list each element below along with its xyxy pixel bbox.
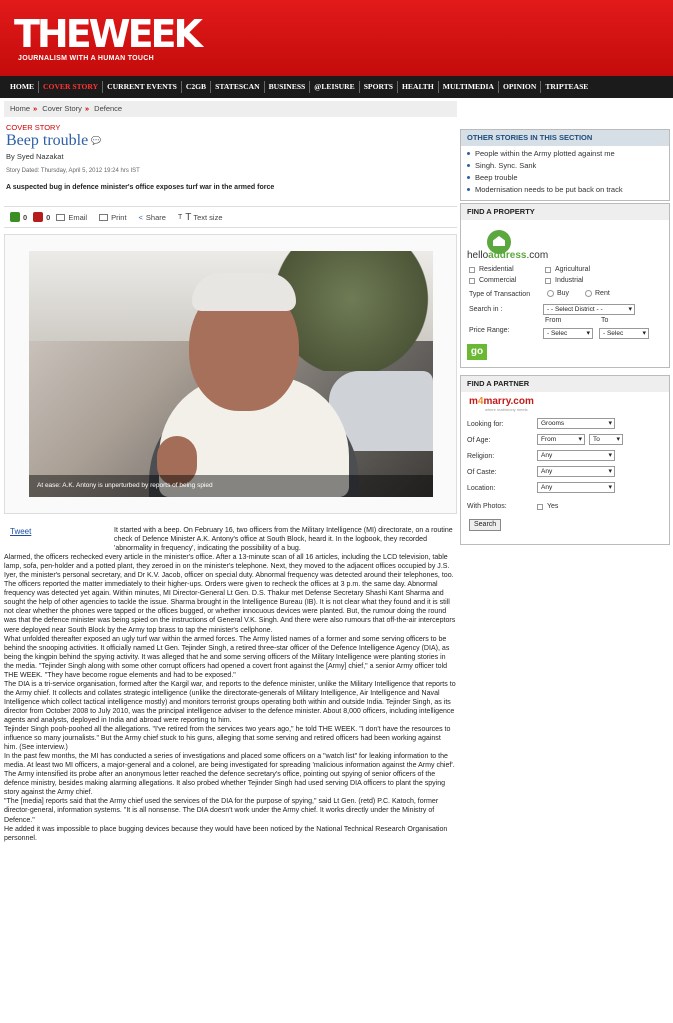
article-date: Story Dated: Thursday, April 5, 2012 19:24 hrs IST — [6, 168, 140, 174]
nav-home[interactable]: HOME — [6, 81, 39, 93]
other-stories-panel — [460, 129, 670, 201]
looking-for-select[interactable]: Grooms ▾ — [537, 418, 615, 429]
agricultural-checkbox[interactable]: Agricultural — [545, 266, 590, 273]
find-property-heading: FIND A PROPERTY — [461, 204, 669, 220]
paragraph: He added it was impossible to place bugging devices because they would have been noticed by the National Technical Research Organisation personnel. — [4, 825, 448, 842]
price-range-label: Price Range: — [469, 327, 510, 334]
text-large-icon[interactable]: T — [185, 211, 192, 223]
checkbox-icon — [469, 267, 475, 273]
age-label: Of Age: — [467, 437, 491, 444]
article-kicker: COVER STORY — [6, 123, 61, 132]
article-byline: By Syed Nazakat — [6, 152, 64, 161]
radio-icon — [585, 290, 592, 297]
article-photo — [29, 251, 433, 497]
print-icon — [99, 214, 108, 221]
radio-icon — [547, 290, 554, 297]
photo-hair — [192, 273, 296, 311]
nav-current-events[interactable]: CURRENT EVENTS — [103, 81, 182, 93]
find-property-panel — [460, 203, 670, 368]
photo-caption: At ease: A.K. Antony is unperturbed by reports of being spied — [29, 475, 433, 497]
religion-label: Religion: — [467, 453, 495, 460]
site-tagline: JOURNALISM WITH A HUMAN TOUCH — [18, 55, 154, 62]
like-count: 0 — [23, 212, 28, 222]
other-story-link[interactable]: Singh. Sync. Sank — [471, 160, 665, 172]
other-story-link[interactable]: People within the Army plotted against me — [471, 148, 665, 160]
print-button[interactable] — [99, 213, 132, 222]
paragraph: The DIA is a tri-service organisation, formed after the Kargil war, and reports to the defence minister, unlike the Military Intelligence that reports to the Army chief. It collects and collates strategic intelligence (unlike the directorate-generals of Military Intelligence, Air Intelligence and Naval Intelligence which collect tactical intelligence mostly) and monitors terrorist groups operating both within and outside India. Tejinder Singh, as its director from October 2008 to July 2010, was the principal intelligence adviser to the defence minister. About 8,000 officers, including intelligence agents and analysts, deployed in India and abroad were reporting to him. — [4, 680, 456, 724]
looking-for-label: Looking for: — [467, 421, 504, 428]
main-nav — [0, 76, 673, 98]
article-body — [4, 526, 456, 843]
m4marry-logo-sub: where matrimony meets — [485, 407, 528, 412]
checkbox-icon — [545, 267, 551, 273]
email-button[interactable] — [56, 213, 93, 222]
rent-radio[interactable]: Rent — [585, 290, 610, 297]
other-story-link[interactable]: Beep trouble — [471, 172, 665, 184]
m4marry-logo[interactable]: m4marry.com — [469, 396, 534, 407]
article-toolbar — [4, 206, 457, 228]
price-from-select[interactable]: - Selec ▾ — [543, 328, 593, 339]
dislike-button[interactable] — [33, 212, 50, 222]
dislike-count: 0 — [46, 212, 51, 222]
caste-select[interactable]: Any ▾ — [537, 466, 615, 477]
text-size-label: Text size — [193, 212, 223, 222]
religion-select[interactable]: Any ▾ — [537, 450, 615, 461]
residential-checkbox[interactable]: Residential — [469, 266, 514, 273]
search-in-label: Search in : — [469, 306, 503, 313]
find-partner-heading: FIND A PARTNER — [461, 376, 669, 392]
breadcrumb-cover-story[interactable]: Cover Story — [42, 104, 82, 113]
tweet-button[interactable]: Tweet — [10, 527, 32, 536]
location-select[interactable]: Any ▾ — [537, 482, 615, 493]
age-from-select[interactable]: From ▾ — [537, 434, 585, 445]
paragraph: Alarmed, the officers rechecked every article in the minister's office. After a 13-minute scan of all 16 articles, including the LCD television, table lamp, sofa, pen-holder and a potted plant, they zeroed in on the minister's telephone. Next, they moved to the adjacent offices occupied by J.S. Iyer, the minister's personal secretary, and Dr K.V. Jacob, officer on special duty. Abnormal frequency was detected around their telephones, too. — [4, 554, 454, 580]
article-title-wrap — [6, 131, 101, 151]
age-to-select[interactable]: To ▾ — [589, 434, 623, 445]
commercial-checkbox[interactable]: Commercial — [469, 277, 516, 284]
other-stories-heading: OTHER STORIES IN THIS SECTION — [461, 130, 669, 146]
share-icon: < — [138, 212, 143, 222]
district-select[interactable]: - - Select District - - ▾ — [543, 304, 635, 315]
transaction-label: Type of Transaction — [469, 291, 531, 298]
buy-radio[interactable]: Buy — [547, 290, 569, 297]
paragraph: What unfolded thereafter exposed an ugly turf war within the armed forces. The Army listed names of a former and some serving officers to be behind the snooping activities. It officially named Lt Gen. Tejinder Singh, a retired three-star officer of the Defence Intelligence Agency (DIA), as being the kingpin behind the spying activity. It was alleged that he and some serving officers of the Military Intelligence were planting stories in the media. "Tejinder Singh along with some other corrupt officers had opened a covert front against the [Army] chief," a senior Army officer told THE WEEK. "They have become rogue elements and had to be exposed." — [4, 635, 450, 679]
nav-sports[interactable]: SPORTS — [360, 81, 398, 93]
nav-statescan[interactable]: STATESCAN — [211, 81, 264, 93]
thumbs-down-icon — [33, 212, 43, 222]
breadcrumb-home[interactable]: Home — [10, 104, 31, 113]
nav-health[interactable]: HEALTH — [398, 81, 439, 93]
share-label: Share — [145, 212, 166, 222]
nav-multimedia[interactable]: MULTIMEDIA — [439, 81, 499, 93]
article-summary: A suspected bug in defence minister's office exposes turf war in the armed force — [6, 184, 275, 191]
nav-leisure[interactable]: @LEISURE — [310, 81, 359, 93]
helloaddress-logo[interactable] — [467, 230, 567, 262]
photo-box — [4, 234, 457, 514]
checkbox-icon — [469, 278, 475, 284]
paragraph: In the past few months, the MI has conducted a series of investigations and placed some officers on a "watch list" for leaking information to the media. At least two MI officers, a major-general and a colonel, are being investigated for spreading 'malicious information against the Army chief'. — [4, 753, 455, 770]
checkbox-icon — [545, 278, 551, 284]
breadcrumb-separator-icon: » — [33, 104, 38, 113]
text-small-icon[interactable]: T — [177, 213, 183, 221]
email-icon — [56, 214, 65, 221]
paragraph: It started with a beep. On February 16, two officers from the Military Intelligence (MI) directorate, on a routine check of Defence Minister A.K. Antony's office at South Block, heard it. In the logbook, they recorded 'abnormality in frequency', indicating the possibility of a bug. — [114, 527, 453, 553]
price-to-select[interactable]: - Selec ▾ — [599, 328, 649, 339]
location-label: Location: — [467, 485, 496, 492]
site-logo[interactable]: THEWEEK — [14, 12, 200, 56]
comment-icon[interactable]: 💬 — [91, 136, 102, 145]
other-story-link[interactable]: Modernisation needs to be put back on track — [471, 184, 665, 196]
with-photos-checkbox[interactable]: Yes — [537, 503, 558, 510]
paragraph: The Army intensified its probe after an anonymous letter reached the defence secretary's office, pointing out spying of senior officers of the defence ministry, besides making alarming allegations. It also probed whether Tejinder Singh had used serving DIA officers to plant the spying story against the Army chief. — [4, 771, 446, 797]
text-size-control[interactable] — [178, 212, 229, 223]
price-from-label: From — [545, 317, 562, 324]
breadcrumb-separator-icon: » — [84, 104, 90, 113]
breadcrumb-defence[interactable]: Defence — [94, 104, 123, 113]
go-button[interactable]: go — [467, 344, 487, 360]
share-button[interactable] — [139, 213, 172, 222]
thumbs-up-icon — [10, 212, 20, 222]
industrial-checkbox[interactable]: Industrial — [545, 277, 583, 284]
with-photos-label: With Photos: — [467, 503, 507, 510]
paragraph: Tejinder Singh pooh-poohed all the allegations. "I've retired from the services two years ago," he told THE WEEK. "I don't have the resources to influence so many journalists." But the Army chief stuck to his guns, alleging that some serving and retired officers had been working against him. (See interview.) — [4, 726, 451, 752]
caste-label: Of Caste: — [467, 469, 497, 476]
nav-cover-story[interactable]: COVER STORY — [39, 81, 103, 93]
breadcrumb — [4, 101, 457, 117]
page-title: Beep trouble — [6, 132, 89, 149]
helloaddress-logo-text: helloaddress.com — [467, 250, 549, 261]
partner-search-button[interactable]: Search — [469, 519, 501, 531]
price-to-label: To — [601, 317, 609, 324]
print-label: Print — [111, 212, 127, 222]
paragraph: The officers reported the matter immediately to their higher-ups. Orders were given to recheck the offices at 3 p.m. the same day. Abnormal frequency was detected yet again. Within minutes, MI Director-General Lt Gen. D.S. Thakur met Defense Secretary Shashi Kant Sharma and sought the help of other agencies to tackle the issue. Sharma brought in the Intelligence Bureau (IB). It is not clear what they found and it is still not clear whether the phones were tapped or the offices bugged, or whether innocuous devices were planted. But, the rumour doing the round was that the defence minister was being spied on the instructions of General V.K. Singh. And there were also rumours that off-the-air interceptors were deployed near South Block by the Army top brass to tap the minister's cellphone. — [4, 581, 456, 634]
paragraph: "The [media] reports said that the Army chief used the services of the DIA for the purpose of spying," said Lt Gen. (retd) P.C. Katoch, former director-general, information systems. "It is all nonsense. The DIA doesn't work under the Army chief. It works directly under the Ministry of Defence." — [4, 798, 439, 824]
nav-opinion[interactable]: OPINION — [499, 81, 541, 93]
nav-triptease[interactable]: TRIPTEASE — [545, 82, 589, 91]
checkbox-icon — [537, 504, 543, 510]
email-label: Email — [68, 212, 88, 222]
site-header — [0, 0, 673, 76]
find-partner-panel — [460, 375, 670, 545]
nav-business[interactable]: BUSINESS — [265, 81, 311, 93]
nav-c2gb[interactable]: C2GB — [182, 81, 211, 93]
like-button[interactable] — [10, 212, 27, 222]
